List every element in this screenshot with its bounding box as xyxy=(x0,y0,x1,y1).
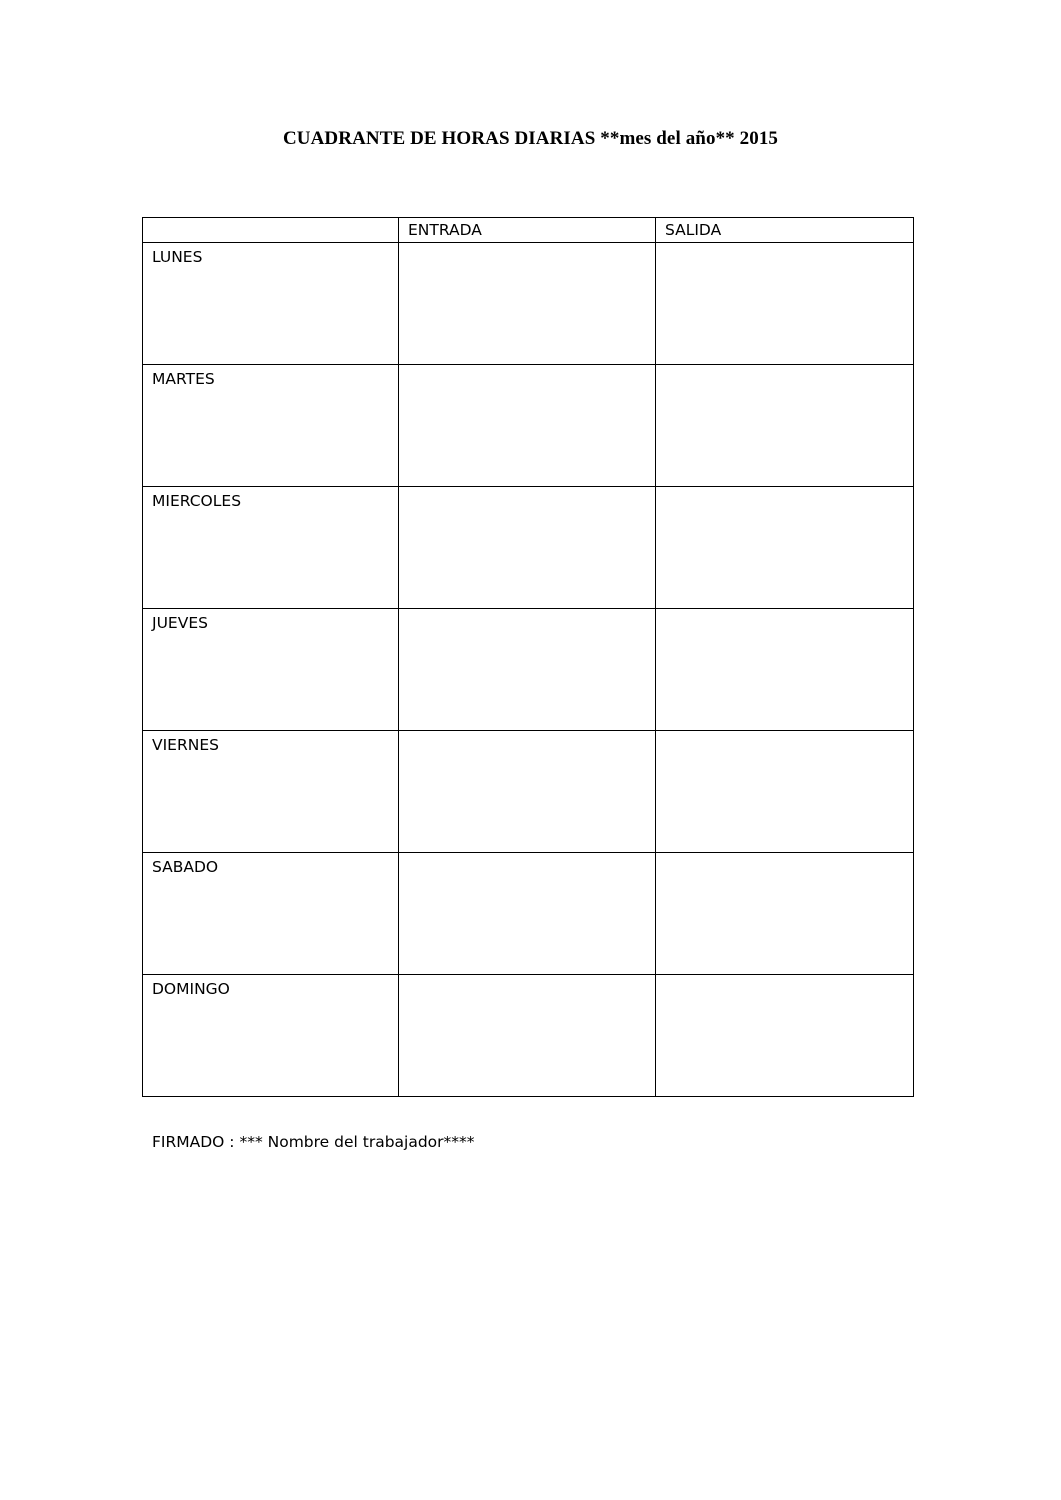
header-day xyxy=(143,218,399,243)
signature-line: FIRMADO : *** Nombre del trabajador**** xyxy=(152,1133,475,1151)
table-row xyxy=(143,975,914,1097)
entrada-cell[interactable] xyxy=(399,609,656,731)
table-row xyxy=(143,487,914,609)
page-title: CUADRANTE DE HORAS DIARIAS **mes del año** 2015 xyxy=(282,128,779,149)
day-label: MIERCOLES xyxy=(143,487,399,609)
schedule-table xyxy=(142,217,914,1097)
table-row xyxy=(143,853,914,975)
salida-cell[interactable] xyxy=(656,975,914,1097)
header-salida: SALIDA xyxy=(656,218,914,243)
salida-cell[interactable] xyxy=(656,487,914,609)
entrada-cell[interactable] xyxy=(399,365,656,487)
salida-cell[interactable] xyxy=(656,243,914,365)
table-row xyxy=(143,365,914,487)
salida-cell[interactable] xyxy=(656,853,914,975)
day-label: VIERNES xyxy=(143,731,399,853)
entrada-cell[interactable] xyxy=(399,853,656,975)
entrada-cell[interactable] xyxy=(399,243,656,365)
header-row xyxy=(143,218,914,243)
header-entrada: ENTRADA xyxy=(399,218,656,243)
entrada-cell[interactable] xyxy=(399,487,656,609)
salida-cell[interactable] xyxy=(656,365,914,487)
salida-cell[interactable] xyxy=(656,731,914,853)
table-row xyxy=(143,609,914,731)
entrada-cell[interactable] xyxy=(399,975,656,1097)
day-label: LUNES xyxy=(143,243,399,365)
day-label: SABADO xyxy=(143,853,399,975)
day-label: MARTES xyxy=(143,365,399,487)
salida-cell[interactable] xyxy=(656,609,914,731)
day-label: DOMINGO xyxy=(143,975,399,1097)
table-row xyxy=(143,243,914,365)
table-row xyxy=(143,731,914,853)
day-label: JUEVES xyxy=(143,609,399,731)
entrada-cell[interactable] xyxy=(399,731,656,853)
